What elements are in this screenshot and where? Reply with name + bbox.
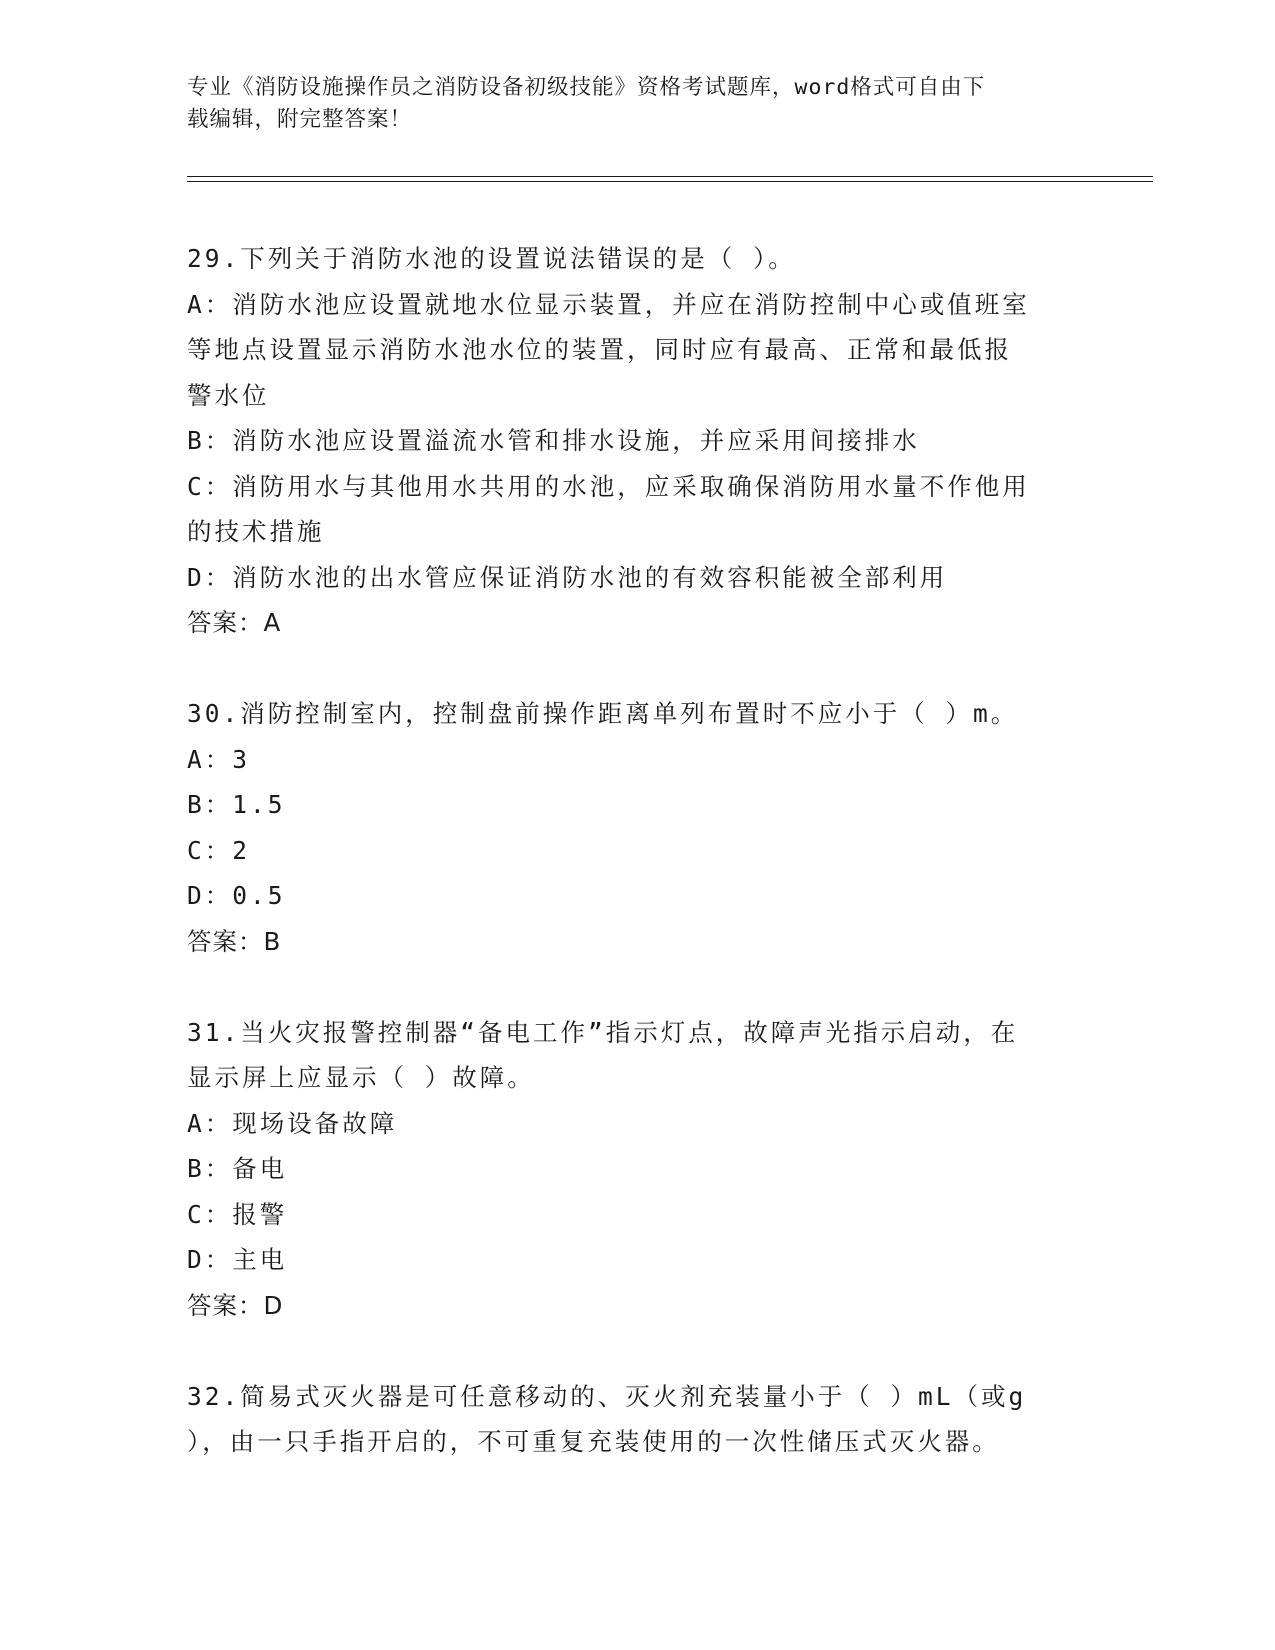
option-b [187, 782, 1077, 828]
option-text-line: 1.5 [232, 790, 286, 819]
option-a [187, 1101, 1077, 1147]
option-text-line: 备电 [232, 1154, 288, 1183]
option-c [187, 828, 1077, 874]
spacer [187, 646, 1077, 692]
option-d [187, 873, 1077, 919]
option-text-line: 消防水池应设置溢流水管和排水设施，并应采用间接排水 [232, 426, 920, 455]
option-a-continued: 等地点设置显示消防水池水位的装置，同时应有最高、正常和最低报 [187, 335, 1012, 364]
answer-line: 答案：D [187, 1290, 284, 1320]
option-text-line: 2 [232, 835, 251, 865]
option-key: B： [187, 1154, 233, 1183]
option-key: B： [187, 426, 233, 455]
answer-line: 答案：B [187, 926, 282, 956]
option-text-line: 消防水池应设置就地水位显示装置，并应在消防控制中心或值班室 [232, 289, 1030, 319]
question-stem-continued: ），由一只手指开启的，不可重复充装使用的一次性储压式灭火器。 [187, 1427, 1000, 1456]
option-key: A： [187, 1108, 233, 1138]
option-c [187, 464, 1077, 510]
option-key: A： [187, 289, 233, 319]
header-line-2: 载编辑，附完整答案！ [187, 107, 413, 132]
option-key: C： [187, 471, 233, 501]
option-key: D： [187, 881, 233, 910]
option-key: C： [187, 1199, 233, 1229]
question-stem: 29.下列关于消防水池的设置说法错误的是（ ）。 [187, 244, 796, 273]
option-key: C： [187, 835, 233, 865]
option-a [187, 737, 1077, 783]
option-c [187, 1192, 1077, 1238]
answer-line: 答案：A [187, 608, 282, 637]
question-31 [187, 1010, 1077, 1329]
question-32 [187, 1374, 1077, 1465]
question-list [187, 236, 1077, 1465]
option-key: B： [187, 790, 233, 819]
option-a [187, 282, 1077, 328]
spacer [187, 1328, 1077, 1374]
option-c-continued: 的技术措施 [187, 517, 325, 546]
option-text-line: 消防水池的出水管应保证消防水池的有效容积能被全部利用 [232, 562, 948, 592]
option-text-line: 报警 [232, 1199, 288, 1229]
header-rule-bottom [187, 181, 1153, 182]
spacer [187, 964, 1077, 1010]
header-line-1: 专业《消防设施操作员之消防设备初级技能》资格考试题库，word格式可自由下 [187, 75, 986, 100]
option-b [187, 418, 1077, 464]
document-header [187, 72, 1067, 136]
question-30 [187, 691, 1077, 964]
header-rule-top [187, 176, 1153, 177]
option-d [187, 555, 1077, 601]
option-b [187, 1146, 1077, 1192]
question-stem: 32.简易式灭火器是可任意移动的、灭火剂充装量小于（ ）mL（或g [187, 1381, 1027, 1411]
question-29 [187, 236, 1077, 646]
question-stem-continued: 显示屏上应显示（ ）故障。 [187, 1063, 535, 1092]
option-key: A： [187, 744, 233, 774]
option-key: D： [187, 1245, 233, 1274]
question-stem: 30.消防控制室内，控制盘前操作距离单列布置时不应小于（ ）m。 [187, 699, 1019, 728]
option-text-line: 消防用水与其他用水共用的水池，应采取确保消防用水量不作他用 [232, 471, 1030, 501]
option-a-continued: 警水位 [187, 380, 270, 410]
question-stem: 31.当火灾报警控制器“备电工作”指示灯点，故障声光指示启动，在 [187, 1017, 1019, 1047]
option-d [187, 1237, 1077, 1283]
option-text-line: 现场设备故障 [232, 1108, 398, 1138]
option-text-line: 主电 [232, 1245, 288, 1274]
option-text-line: 0.5 [232, 881, 286, 910]
option-text-line: 3 [232, 744, 251, 774]
option-key: D： [187, 562, 233, 592]
